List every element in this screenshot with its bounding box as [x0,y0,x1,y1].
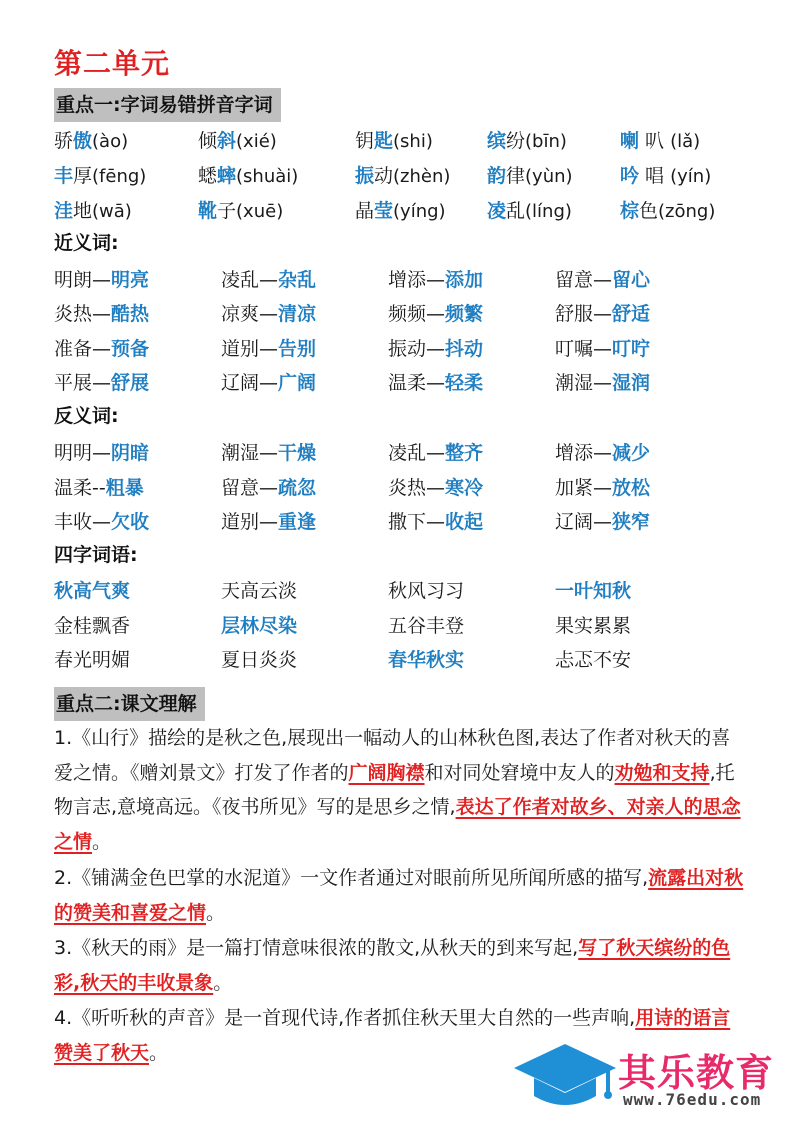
pinyin-word [355,125,433,157]
pinyin-row [0,125,793,157]
brand-logo [510,1030,785,1115]
dash: — [259,303,279,325]
word: 潮湿 [555,372,594,394]
antonym-pair [555,437,650,469]
dash: — [92,303,112,325]
paragraph-text: 。 [92,830,112,853]
dash: — [593,442,613,464]
paragraph [54,931,744,1000]
key-char: 振 [355,165,375,187]
synonym-pair [555,264,650,296]
pinyin-word [620,125,700,157]
graduation-cap-icon [510,1038,620,1113]
dash: — [259,511,279,533]
synonym: 频繁 [445,303,484,325]
dash: — [593,477,613,499]
key-char: 匙 [374,130,394,152]
paragraph-text: 1.《山行》描绘的是秋之色,展现出一幅动人的山林秋色图,表达了作者对秋天的喜爱之情。《赠刘景文》打发了作者的 [54,727,731,784]
pinyin: (wā) [92,201,132,222]
word: 平展 [54,372,93,394]
antonym: 整齐 [445,442,484,464]
pinyin: (ào) [92,131,129,152]
synonym: 清凉 [278,303,317,325]
idiom: 层林尽染 [221,615,298,637]
synonym-pair [221,367,316,399]
pinyin: (líng) [525,201,572,222]
word: 丰收 [54,511,93,533]
pinyin-word [487,125,567,157]
pinyin-word [355,160,450,192]
word-char: 叭 [639,130,671,152]
paragraph [54,721,744,859]
dash: -- [92,477,106,499]
pinyin-word [198,125,277,157]
paragraph-text: 。 [213,971,233,994]
pinyin-word [355,195,446,227]
idiom-row [0,610,793,642]
dash: — [426,303,446,325]
pinyin-word [54,195,132,227]
antonyms-heading: 反义词: [54,405,119,427]
antonym: 粗暴 [105,477,144,499]
dash: — [593,303,613,325]
synonym: 明亮 [111,269,150,291]
word-char: 唱 [639,165,671,187]
key-char: 丰 [54,165,74,187]
key-char: 喇 [620,130,640,152]
word-char: 蟋 [198,165,218,187]
pinyin: (bīn) [525,131,567,152]
word-char: 动 [374,165,394,187]
dash: — [426,511,446,533]
synonym-pair [388,367,483,399]
antonym-pair [221,506,316,538]
word: 增添 [388,269,427,291]
word-char: 纷 [506,130,526,152]
dash: — [92,372,112,394]
idiom: 五谷丰登 [388,615,465,637]
key-char: 棕 [620,200,640,222]
synonym-pair [221,333,316,365]
synonym: 舒适 [612,303,651,325]
antonym: 疏忽 [278,477,317,499]
synonym-pair [54,264,149,296]
pinyin-word [620,160,711,192]
synonym: 轻柔 [445,372,484,394]
word: 叮嘱 [555,338,594,360]
dash: — [426,442,446,464]
word: 增添 [555,442,594,464]
dash: — [426,338,446,360]
antonym-pair [555,506,650,538]
paragraph-text: 4.《听听秋的声音》是一首现代诗,作者抓住秋天里大自然的一些声响, [54,1007,636,1029]
synonym: 抖动 [445,338,484,360]
word: 明明 [54,442,93,464]
key-char: 韵 [487,165,507,187]
word-char: 色 [639,200,659,222]
antonym: 放松 [612,477,651,499]
word: 撒下 [388,511,427,533]
dash: — [426,477,446,499]
pinyin: (shi) [393,131,433,152]
word: 辽阔 [555,511,594,533]
pinyin: (lǎ) [670,131,701,152]
key-char: 傲 [73,130,93,152]
synonym: 叮咛 [612,338,651,360]
logo-name: 其乐教育 [618,1051,775,1095]
idiom: 春光明媚 [54,649,131,671]
synonym-pair [388,333,483,365]
dash: — [259,442,279,464]
synonym: 留心 [612,269,651,291]
word: 频频 [388,303,427,325]
unit-title: 第二单元 [54,47,171,80]
synonym: 酷热 [111,303,150,325]
pinyin-word [54,125,128,157]
idiom: 忐忑不安 [555,649,632,671]
highlighted-phrase: 劝勉和支持 [614,761,710,784]
synonym-pair [388,264,483,296]
synonym-pair [221,264,316,296]
synonym-row [0,367,793,399]
dash: — [426,372,446,394]
idiom: 夏日炎炎 [221,649,298,671]
pinyin: (yùn) [525,166,573,187]
synonym-pair [54,367,149,399]
key-char: 凌 [487,200,507,222]
dash: — [259,338,279,360]
antonym-row [0,472,793,504]
synonym: 广阔 [278,372,317,394]
dash: — [593,511,613,533]
key-char: 莹 [374,200,394,222]
pinyin: (yín) [670,166,712,187]
paragraph-text: 和对同处窘境中友人的 [424,761,615,784]
dash: — [259,269,279,291]
key-char: 缤 [487,130,507,152]
dash: — [593,372,613,394]
word: 明朗 [54,269,93,291]
word-char: 晶 [355,200,375,222]
synonym-row [0,298,793,330]
antonym-pair [54,437,149,469]
word-char: 地 [73,200,93,222]
word-char: 倾 [198,130,218,152]
word-char: 子 [217,200,237,222]
word: 道别 [221,511,260,533]
synonym-pair [555,298,650,330]
antonym: 狭窄 [612,511,651,533]
synonym: 告别 [278,338,317,360]
highlighted-phrase: 表达了作者对故乡、对亲人的思念之情 [54,796,741,853]
pinyin: (shuài) [236,166,299,187]
idiom: 果实累累 [555,615,632,637]
word: 道别 [221,338,260,360]
word: 温柔 [388,372,427,394]
synonym-pair [54,333,149,365]
dash: — [92,511,112,533]
antonym: 减少 [612,442,651,464]
pinyin: (zōng) [658,201,716,222]
word-char: 律 [506,165,526,187]
word: 辽阔 [221,372,260,394]
key-char: 蟀 [217,165,237,187]
synonym-row [0,333,793,365]
antonym: 收起 [445,511,484,533]
idiom: 金桂飘香 [54,615,131,637]
paragraph-text: 3.《秋天的雨》是一篇打情意味很浓的散文,从秋天的到来写起, [54,937,579,959]
key-char: 斜 [217,130,237,152]
paragraph-text: 2.《铺满金色巴掌的水泥道》一文作者通过对眼前所见所闻所感的描写, [54,867,649,889]
antonym: 欠收 [111,511,150,533]
dash: — [593,338,613,360]
word: 凌乱 [388,442,427,464]
word: 振动 [388,338,427,360]
antonym-pair [221,437,316,469]
antonym-pair [555,472,650,504]
pinyin-word [198,195,283,227]
idiom: 天高云淡 [221,580,298,602]
synonym: 舒展 [111,372,150,394]
antonym-pair [388,472,483,504]
paragraph-text: 。 [206,901,226,924]
word-char: 厚 [73,165,93,187]
dash: — [426,269,446,291]
word: 留意 [555,269,594,291]
word: 温柔 [54,477,93,499]
antonym-row [0,437,793,469]
synonym-pair [555,333,650,365]
dash: — [593,269,613,291]
antonym: 重逢 [278,511,317,533]
word-char: 钥 [355,130,375,152]
pinyin-row [0,160,793,192]
antonym-pair [388,437,483,469]
key-char: 靴 [198,200,218,222]
idiom: 一叶知秋 [555,580,632,602]
highlighted-phrase: 广阔胸襟 [348,761,425,784]
pinyin: (zhèn) [393,166,451,187]
dash: — [92,442,112,464]
idiom: 春华秋实 [388,649,465,671]
synonyms-heading: 近义词: [54,232,119,254]
pinyin-word [54,160,146,192]
key-char: 吟 [620,165,640,187]
word: 凌乱 [221,269,260,291]
antonym-pair [54,472,144,504]
paragraph [54,861,744,930]
word: 加紧 [555,477,594,499]
antonym-row [0,506,793,538]
word: 留意 [221,477,260,499]
highlighted-phrase: 写了秋天缤纷的色彩,秋天的丰收景象 [54,937,731,994]
antonym: 寒冷 [445,477,484,499]
word: 舒服 [555,303,594,325]
word: 炎热 [388,477,427,499]
antonym: 干燥 [278,442,317,464]
pinyin: (xuē) [236,201,284,222]
pinyin-word [487,160,573,192]
pinyin-word [620,195,715,227]
synonym: 杂乱 [278,269,317,291]
pinyin: (yíng) [393,201,446,222]
pinyin-word [198,160,298,192]
word: 潮湿 [221,442,260,464]
highlighted-phrase: 用诗的语言赞美了秋天 [54,1007,731,1064]
highlighted-phrase: 流露出对秋的赞美和喜爱之情 [54,867,744,924]
synonym-pair [388,298,483,330]
synonym-pair [555,367,650,399]
key-char: 洼 [54,200,74,222]
antonym-pair [221,472,316,504]
idiom-row [0,575,793,607]
synonym: 预备 [111,338,150,360]
synonym-row [0,264,793,296]
pinyin-row [0,195,793,227]
synonym-pair [221,298,316,330]
word-char: 骄 [54,130,74,152]
pinyin: (fēng) [92,166,147,187]
pinyin: (xié) [236,131,277,152]
idiom: 秋风习习 [388,580,465,602]
idiom: 秋高气爽 [54,580,131,602]
idioms-heading: 四字词语: [54,544,138,566]
antonym: 阴暗 [111,442,150,464]
dash: — [92,269,112,291]
dash: — [92,338,112,360]
word: 准备 [54,338,93,360]
word: 炎热 [54,303,93,325]
dash: — [259,372,279,394]
idiom-row [0,644,793,676]
section1-heading: 重点一:字词易错拼音字词 [54,88,281,122]
dash: — [259,477,279,499]
synonym: 添加 [445,269,484,291]
pinyin-word [487,195,572,227]
antonym-pair [388,506,483,538]
word-char: 乱 [506,200,526,222]
synonym: 湿润 [612,372,651,394]
antonym-pair [54,506,149,538]
section2-heading: 重点二:课文理解 [54,687,205,721]
synonym-pair [54,298,149,330]
paragraph-text: ,托物言志,意境高远。《夜书所见》写的是思乡之情, [54,761,735,819]
logo-url: www.76edu.com [623,1090,762,1109]
word: 凉爽 [221,303,260,325]
paragraph-text: 。 [149,1041,169,1064]
